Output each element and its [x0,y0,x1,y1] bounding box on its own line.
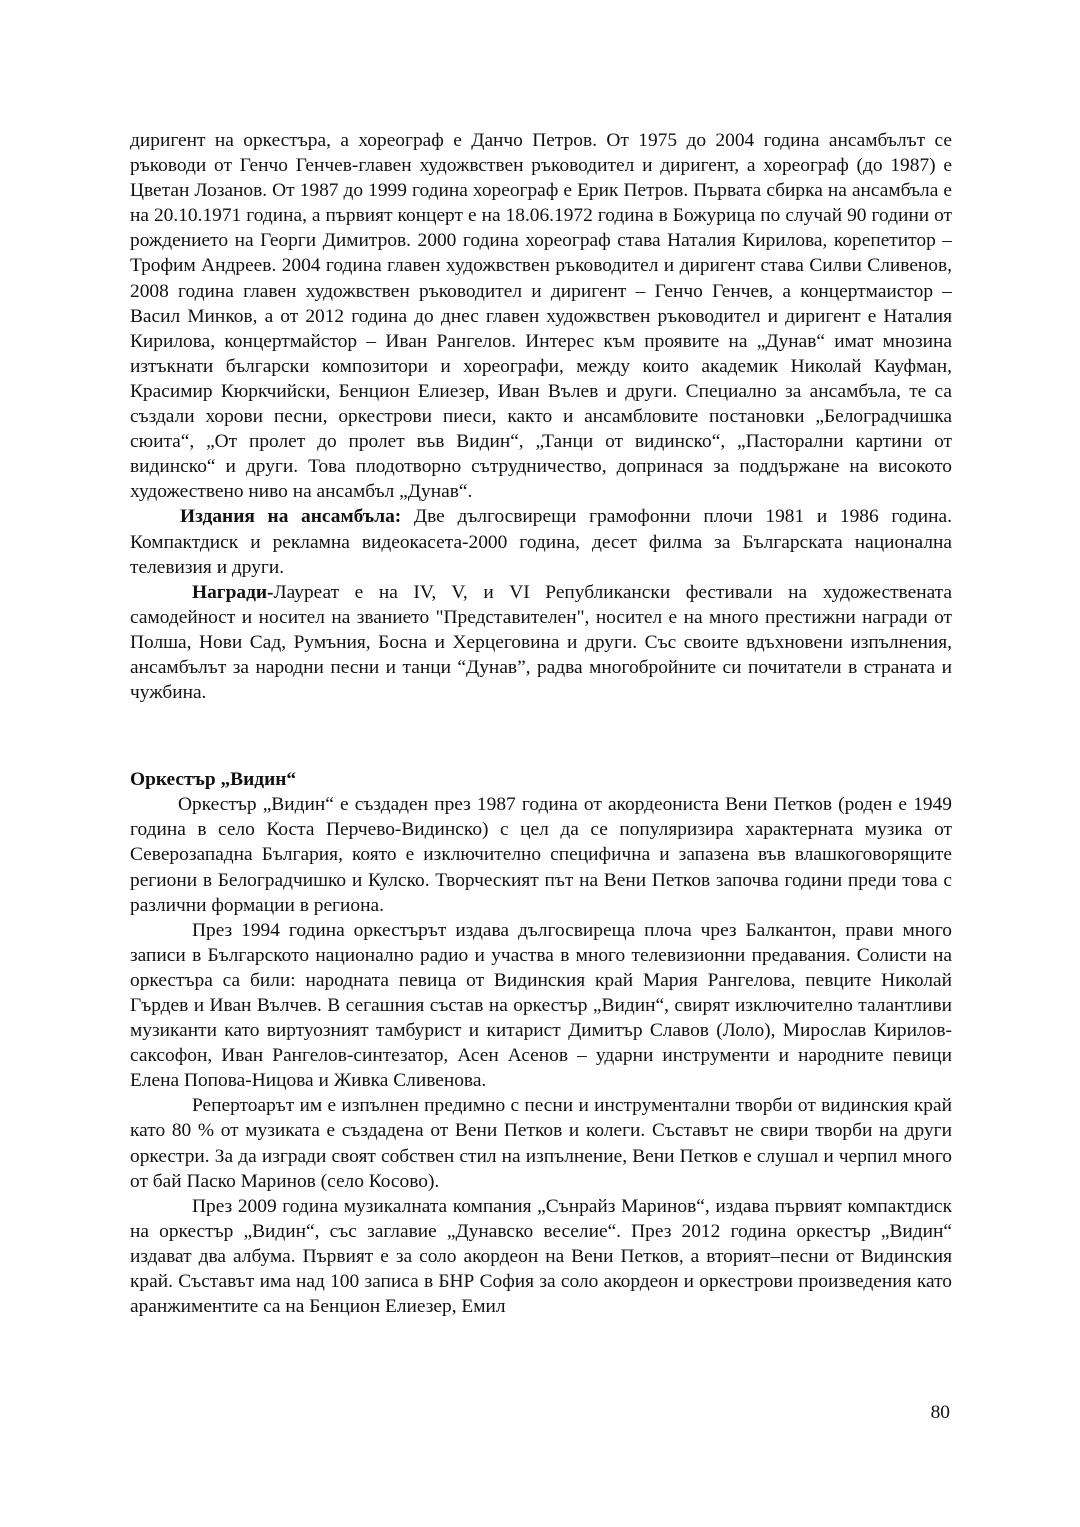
paragraph-orchestra-1: Оркестър „Видин“ е създаден през 1987 година от акордеониста Вени Петков (роден е 1949 година в село Коста Перчево-Видинско) с цел да се популяризира характерната музика от Северозападна България, която е изключително специфична и запазена във влашкоговорящите региони в Белоградчишко и Кулско. Творческият път на Вени Петков започва години преди това с различни формации в региона. [130,794,952,916]
awards-label: Награди- [192,581,274,603]
editions-label: Издания на ансамбъла: [180,506,402,528]
paragraph-orchestra-3: Репертоарът им е изпълнен предимно с песни и инструментални творби от видинския край като 80 % от музиката е създадена от Вени Петков и колеги. Съставът не свири творби на други оркестри. За да изгради своят собствен стил на изпълнение, Вени Петков е слушал и черпил много от бай Паско Маринов (село Косово). [130,1095,952,1192]
editions-text: Две дългосвирещи грамофонни плочи 1981 и 1986 година. Компактдиск и рекламна видеокасета-2000 година, десет филма за Българската национална телевизия и други. [130,506,953,578]
section-heading: Оркестър „Видин“ [130,769,297,791]
page-number: 80 [930,1402,950,1423]
paragraph-awards [130,580,952,705]
paragraph-editions [130,504,952,579]
paragraph-orchestra-4: През 2009 година музикалната компания „Сънрайз Маринов“, издава първият компактдиск на оркестър „Видин“, със заглавие „Дунавско веселие“. През 2012 година оркестър „Видин“ издават два албума. Първият е за соло акордеон на Вени Петков, а вторият–песни от Видинския край. Съставът има над 100 записа в БНР София за соло акордеон и оркестрови произведения като аранжиментите са на Бенцион Елиезер, Емил [130,1195,952,1318]
page-body [130,128,952,1319]
section-spacer [130,705,952,767]
paragraph-continuation: диригент на оркестъра, а хореограф е Данчо Петров. От 1975 до 2004 година ансамбълът се ръководи от Генчо Генчев-главен художвствен ръководител и диригент, а хореограф (до 1987) е Цветан Лозанов. От 1987 до 1999 година хореограф е Ерик Петров. Първата сбирка на ансамбъла е на 20.10.1971 година, а първият концерт е на 18.06.1972 година в Божурица по случай 90 години от рождението на Георги Димитров. 2000 година хореограф става Наталия Кирилова, корепетитор – Трофим Андреев. 2004 година главен художвствен ръководител и диригент става Силви Сливенов, 2008 година главен художвствен ръководител и диригент – Генчо Генчев, а концертмаистор – Васил Минков, а от 2012 година до днес главен художвствен ръководител и диригент е Наталия Кирилова, концертмайстор – Иван Рангелов. Интерес към проявите на „Дунав“ имат мнозина изтъкнати български композитори и хореографи, между които академик Николай Кауфман, Красимир Кюркчийски, Бенцион Елиезер, Иван Вълев и други. Специално за ансамбъла, те са създали хорови песни, оркестрови пиеси, както и ансамбловите постановки „Белоградчишка сюита“, „От пролет до пролет във Видин“, „Танци от видинско“, „Пасторални картини от видинско“ и други. Това плодотворно сътрудничество, допринася за поддържане на високото художествено ниво на ансамбъл „Дунав“. [130,130,952,503]
awards-text: Лауреат е на IV, V, и VI Републикански фестивали на художествената самодейност и носител на званието "Представителен", носител е на много престижни награди от Полша, Нови Сад, Румъния, Босна и Херцеговина и други. Със своите вдъхновени изпълнения, ансамбълът за народни песни и танци “Дунав”, радва многобройните си почитатели в страната и чужбина. [130,581,952,704]
paragraph-orchestra-2: През 1994 година оркестърът издава дългосвиреща плоча чрез Балкантон, прави много записи в Българското национално радио и участва в много телевизионни предавания. Солисти на оркестъра са били: народната певица от Видинския край Мария Рангелова, певците Николай Гърдев и Иван Вълчев. В сегашния състав на оркестър „Видин“, свирят изключително талантливи музиканти като виртуозният тамбурист и китарист Димитър Славов (Лоло), Мирослав Кирилов-саксофон, Иван Рангелов-синтезатор, Асен Асенов – ударни инструменти и народните певици Елена Попова-Ницова и Живка Сливенова. [130,919,952,1092]
